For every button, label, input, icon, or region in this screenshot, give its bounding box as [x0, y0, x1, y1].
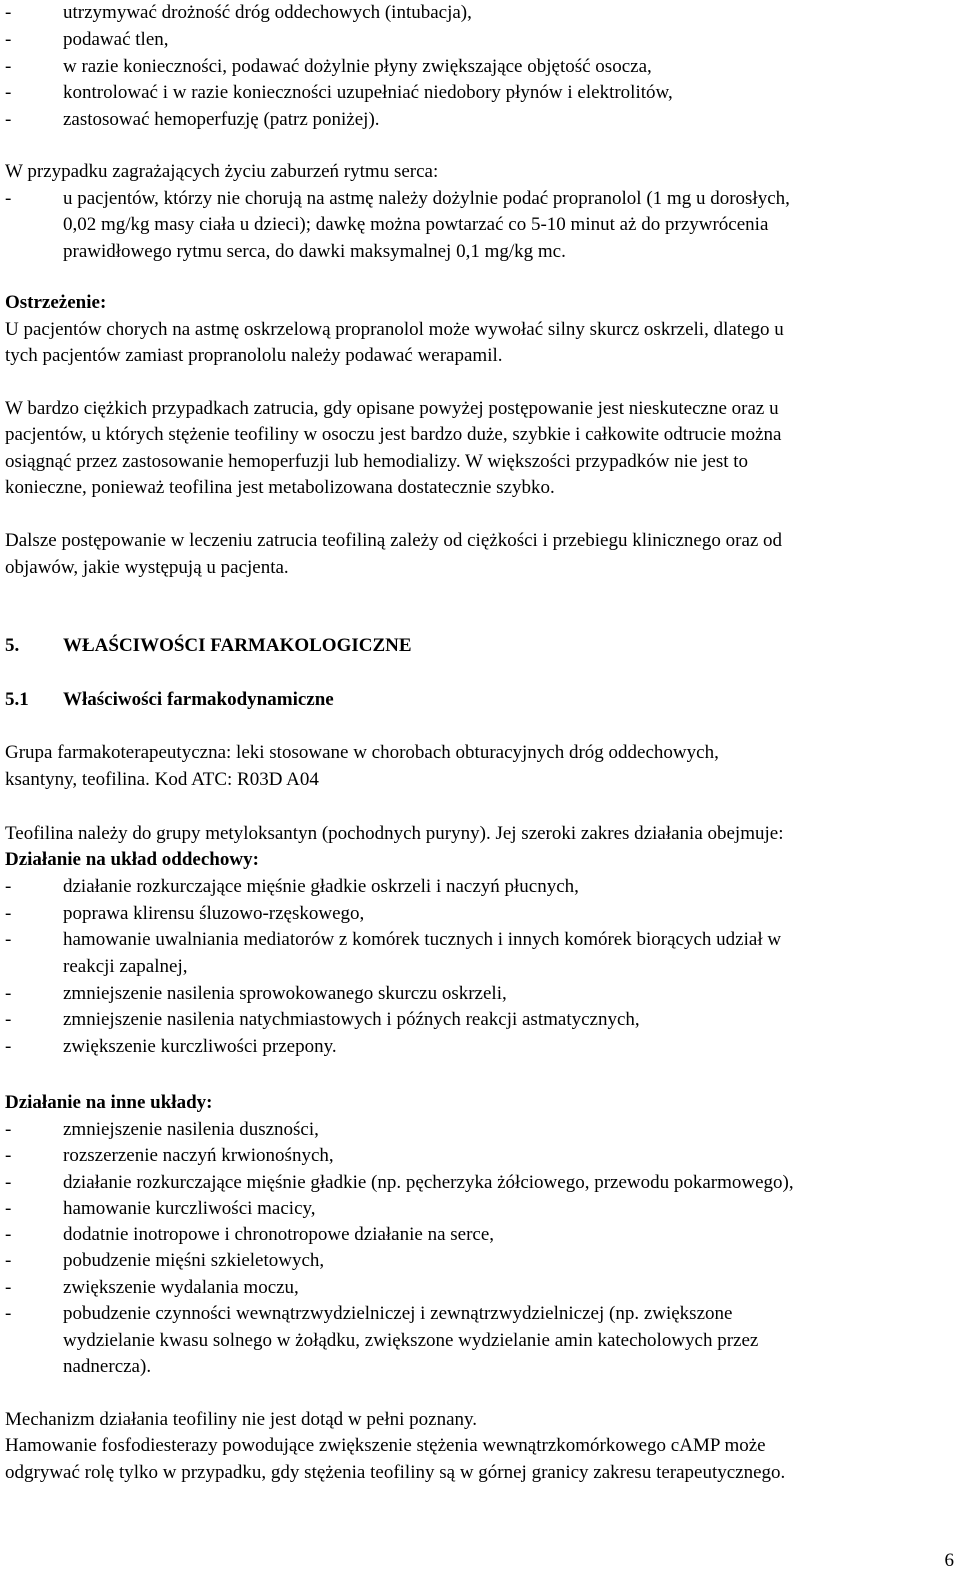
paragraph-line: W bardzo ciężkich przypadkach zatrucia, gdy opisane powyżej postępowanie jest nieskuteczne oraz u [5, 398, 779, 419]
arrhythmia-intro: W przypadku zagrażających życiu zaburzeń rytmu serca: [5, 161, 439, 182]
list-item-continuation: reakcji zapalnej, [63, 956, 188, 977]
subsection-heading [5, 686, 334, 713]
paragraph-line: pacjentów, u których stężenie teofiliny w osoczu jest bardzo duże, szybkie i całkowite odtrucie można [5, 424, 782, 445]
page-number: 6 [944, 1550, 954, 1571]
list-item-continuation: prawidłowego rytmu serca, do dawki maksymalnej 0,1 mg/kg mc. [63, 241, 566, 262]
paragraph-line: ksantyny, teofilina. Kod ATC: R03D A04 [5, 769, 319, 790]
paragraph-line: Grupa farmakoterapeutyczna: leki stosowane w chorobach obturacyjnych dróg oddechowych, [5, 742, 719, 763]
paragraph-line: Teofilina należy do grupy metyloksantyn (pochodnych puryny). Jej szeroki zakres działania obejmuje: [5, 823, 784, 844]
paragraph-line: osiągnąć przez zastosowanie hemoperfuzji lub hemodializy. W większości przypadków nie jest to [5, 451, 749, 472]
paragraph-line: Hamowanie fosfodiesterazy powodujące zwiększenie stężenia wewnątrzkomórkowego cAMP może [5, 1435, 766, 1456]
section-heading [5, 632, 412, 659]
list-item-continuation: nadnercza). [63, 1356, 152, 1377]
resp-title: Działanie na układ oddechowy: [5, 849, 259, 870]
paragraph-line: Mechanizm działania teofiliny nie jest dotąd w pełni poznany. [5, 1409, 478, 1430]
warning-text-line: tych pacjentów zamiast propranololu należy podawać werapamil. [5, 345, 503, 366]
other-title: Działanie na inne układy: [5, 1092, 213, 1113]
paragraph-line: odgrywać rolę tylko w przypadku, gdy stężenia teofiliny są w górnej granicy zakresu terapeutycznego. [5, 1462, 786, 1483]
paragraph-line: Dalsze postępowanie w leczeniu zatrucia teofiliną zależy od ciężkości i przebiegu klinicznego oraz od [5, 530, 783, 551]
paragraph-line: konieczne, ponieważ teofilina jest metabolizowana dostatecznie szybko. [5, 477, 555, 498]
list-item-continuation: wydzielanie kwasu solnego w żołądku, zwiększone wydzielanie amin katecholowych przez [63, 1330, 759, 1351]
section-title: WŁAŚCIWOŚCI FARMAKOLOGICZNE [63, 635, 412, 656]
warning-text-line: U pacjentów chorych na astmę oskrzelową propranolol może wywołać silny skurcz oskrzeli, dlatego u [5, 319, 784, 340]
section-number: 5. [5, 635, 20, 656]
subsection-number: 5.1 [5, 689, 29, 710]
list-item-continuation: 0,02 mg/kg masy ciała u dzieci); dawkę można powtarzać co 5-10 minut aż do przywrócenia [63, 214, 769, 235]
subsection-title: Właściwości farmakodynamiczne [63, 689, 334, 710]
warning-title: Ostrzeżenie: [5, 292, 107, 313]
paragraph-line: objawów, jakie występują u pacjenta. [5, 557, 289, 578]
